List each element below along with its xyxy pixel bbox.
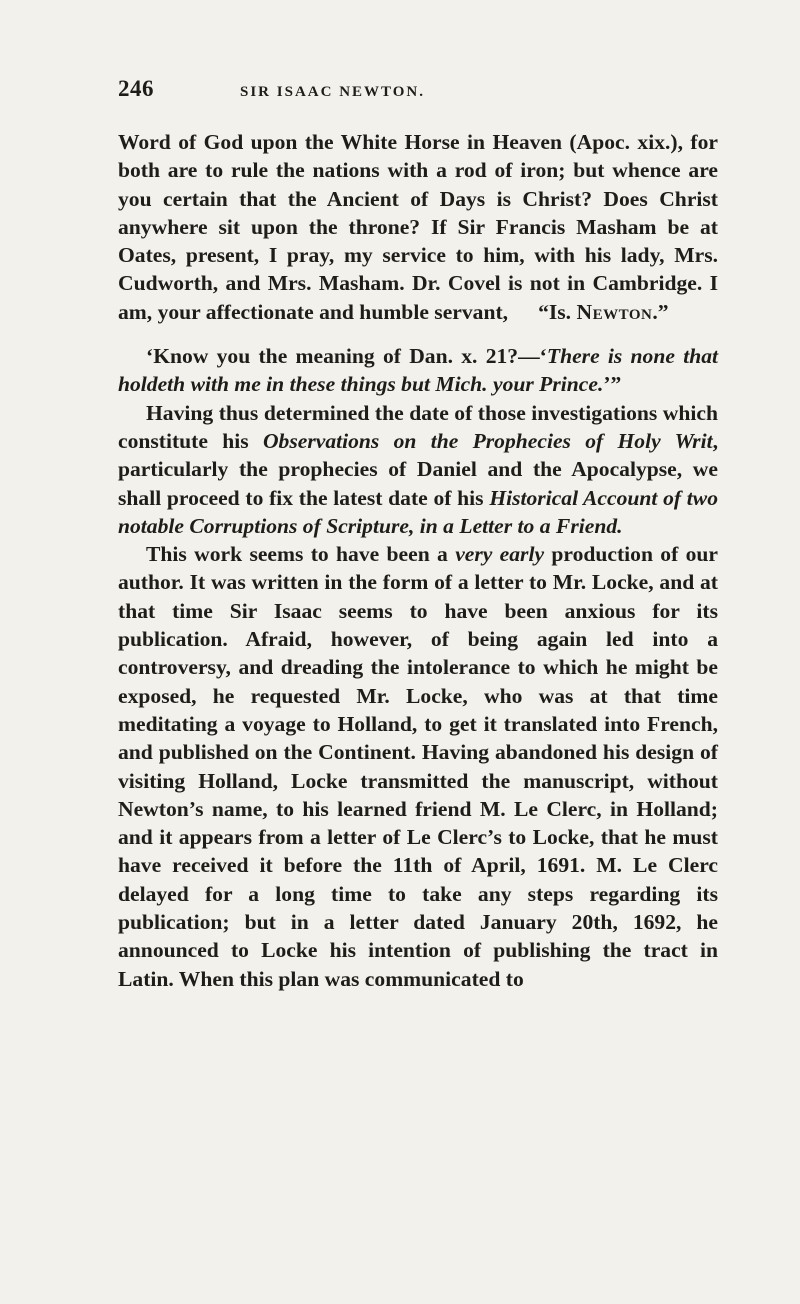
signature-close: .” bbox=[652, 299, 669, 324]
paragraph-early-work bbox=[118, 540, 718, 993]
page-number: 246 bbox=[118, 76, 154, 101]
paragraph-text: production of our author. It was written in the form of a letter to Mr. Locke, and at that time Sir Isaac seems to have been anxious for its publication. Afraid, however, of being again led into a controversy, and dreading the intolerance to which he might be exposed, he requested Mr. Locke, who was at that time meditating a voyage to Holland, to get it translated into French, and published on the Continent. Having abandoned his design of visiting Holland, Locke transmitted the manuscript, without Newton’s name, to his learned friend M. Le Clerc, in Holland; and it appears from a letter of Le Clerc’s to Locke, that he must have received it before the 11th of April, 1691. M. Le Clerc delayed for a long time to take any steps regarding its publication; but in a letter dated January 20th, 1692, he announced to Locke his intention of publishing the tract in Latin. When this plan was communicated to bbox=[118, 542, 718, 991]
paragraph-observations bbox=[118, 399, 718, 540]
page-body bbox=[118, 128, 718, 993]
postscript-quote: There is none that holdeth with me in these things but Mich. your Prince. bbox=[118, 344, 719, 397]
page-header bbox=[118, 76, 718, 112]
postscript-paragraph bbox=[118, 342, 718, 399]
running-title: SIR ISAAC NEWTON. bbox=[240, 84, 426, 100]
postscript-lead: ‘Know you the meaning of Dan. x. 21?—‘ bbox=[146, 344, 547, 369]
postscript-close: ’” bbox=[603, 372, 622, 397]
book-title-historical-account: Historical Account of two notable Corruptions of Scripture, in a Letter to a Friend. bbox=[118, 485, 719, 538]
letter-paragraph bbox=[118, 128, 718, 326]
emphasis-very-early: very early bbox=[455, 542, 545, 567]
paragraph-text: Having thus determined the date of those investigations which constitute his bbox=[118, 400, 718, 453]
signature-open: “Is. bbox=[538, 299, 577, 324]
paragraph-text: , particularly the prophecies of Daniel and the Apocalypse, we shall proceed to fix the latest date of his bbox=[118, 428, 718, 510]
letter-text: Word of God upon the White Horse in Heaven (Apoc. xix.), for both are to rule the nations with a rod of iron; but whence are you certain that the Ancient of Days is Christ? Does Christ anywhere sit upon the throne? If Sir Francis Masham be at Oates, present, I pray, my service to him, with his lady, Mrs. Cudworth, and Mrs. Masham. Dr. Covel is not in Cambridge. I am, your affectionate and humble servant, bbox=[118, 130, 718, 324]
paragraph-text: This work seems to have been a bbox=[146, 542, 456, 567]
book-title-observations: Observations on the Prophecies of Holy Writ bbox=[262, 428, 713, 453]
letter-signature bbox=[538, 300, 668, 324]
signature-name: Newton bbox=[576, 299, 653, 324]
